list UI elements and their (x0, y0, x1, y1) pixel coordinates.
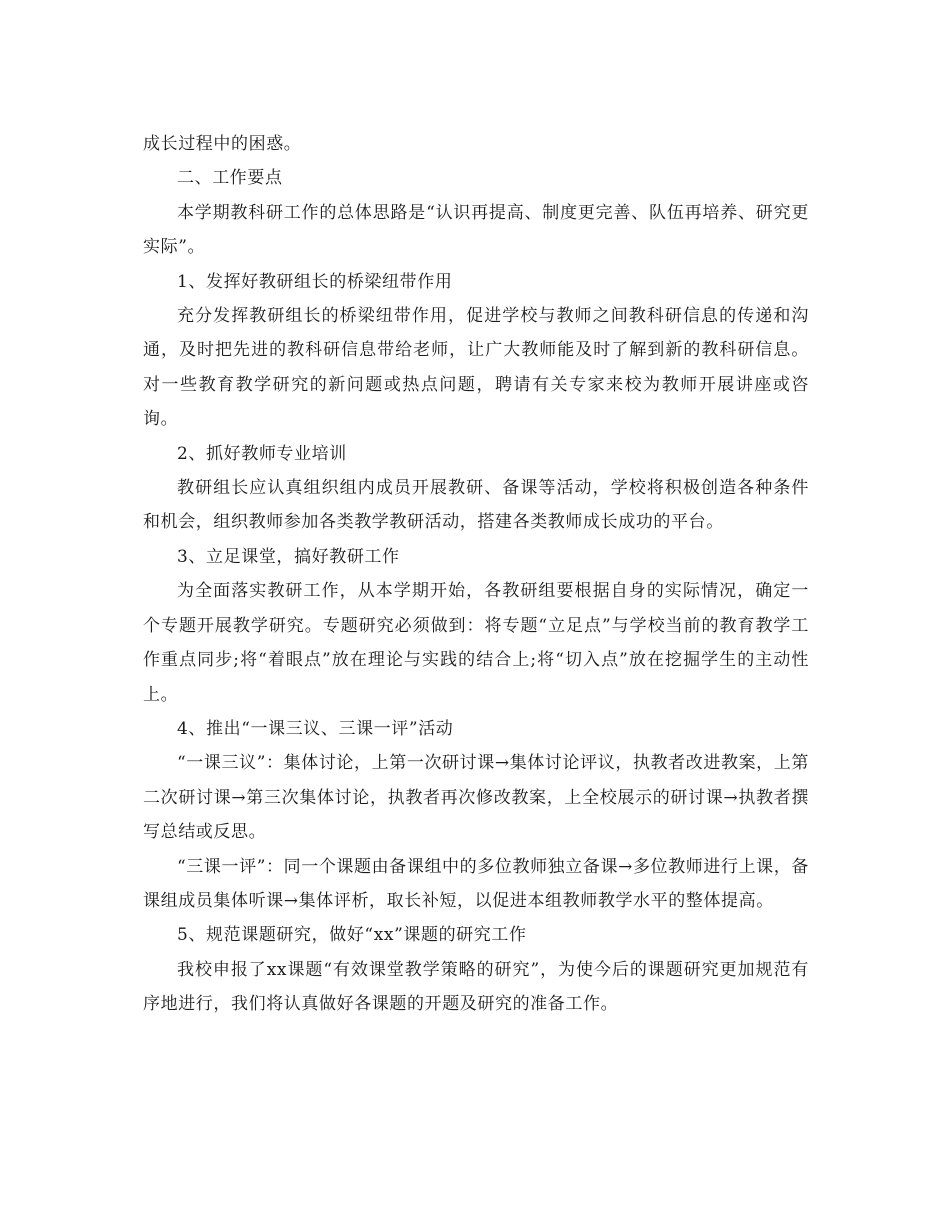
paragraph-4b: “三课一评”：同一个课题由备课组中的多位教师独立备课→多位教师进行上课，备课组成员集体听课→集体评析，取长补短，以促进本组教师教学水平的整体提高。 (143, 856, 809, 911)
document-body (143, 127, 809, 1022)
paragraph-1: 充分发挥教研组长的桥梁纽带作用，促进学校与教师之间教科研信息的传递和沟通，及时把先进的教科研信息带给老师，让广大教师能及时了解到新的教科研信息。对一些教育教学研究的新问题或热点问题，聘请有关专家来校为教师开展讲座或咨询。 (143, 306, 809, 430)
paragraph-overall-idea: 本学期教科研工作的总体思路是“认识再提高、制度更完善、队伍再培养、研究更实际”。 (143, 202, 809, 258)
subheading-5: 5、规范课题研究，做好“xx”课题的研究工作 (177, 925, 527, 946)
paragraph-5: 我校申报了xx课题“有效课堂教学策略的研究”，为使今后的课题研究更加规范有序地进行，我们将认真做好各课题的开题及研究的准备工作。 (143, 959, 809, 1015)
paragraph-continuation: 成长过程中的困惑。 (143, 134, 302, 154)
subheading-1: 1、发挥好教研组长的桥梁纽带作用 (177, 271, 453, 292)
subheading-2: 2、抓好教师专业培训 (177, 443, 347, 464)
paragraph-3: 为全面落实教研工作，从本学期开始，各教研组要根据自身的实际情况，确定一个专题开展教学研究。专题研究必须做到：将专题“立足点”与学校当前的教育教学工作重点同步;将“着眼点”放在理论与实践的结合上;将“切入点”放在挖掘学生的主动性上。 (143, 581, 809, 705)
subheading-4: 4、推出“一课三议、三课一评”活动 (177, 718, 454, 739)
subheading-3: 3、立足课堂，搞好教研工作 (177, 546, 400, 567)
paragraph-4a: “一课三议”：集体讨论，上第一次研讨课→集体讨论评议，执教者改进教案，上第二次研讨课→第三次集体讨论，执教者再次修改教案，上全校展示的研讨课→执教者撰写总结或反思。 (143, 753, 809, 843)
section-heading-work-points: 二、工作要点 (177, 168, 283, 189)
paragraph-2: 教研组长应认真组织组内成员开展教研、备课等活动，学校将积极创造各种条件和机会，组织教师参加各类教学教研活动，搭建各类教师成长成功的平台。 (143, 478, 809, 533)
